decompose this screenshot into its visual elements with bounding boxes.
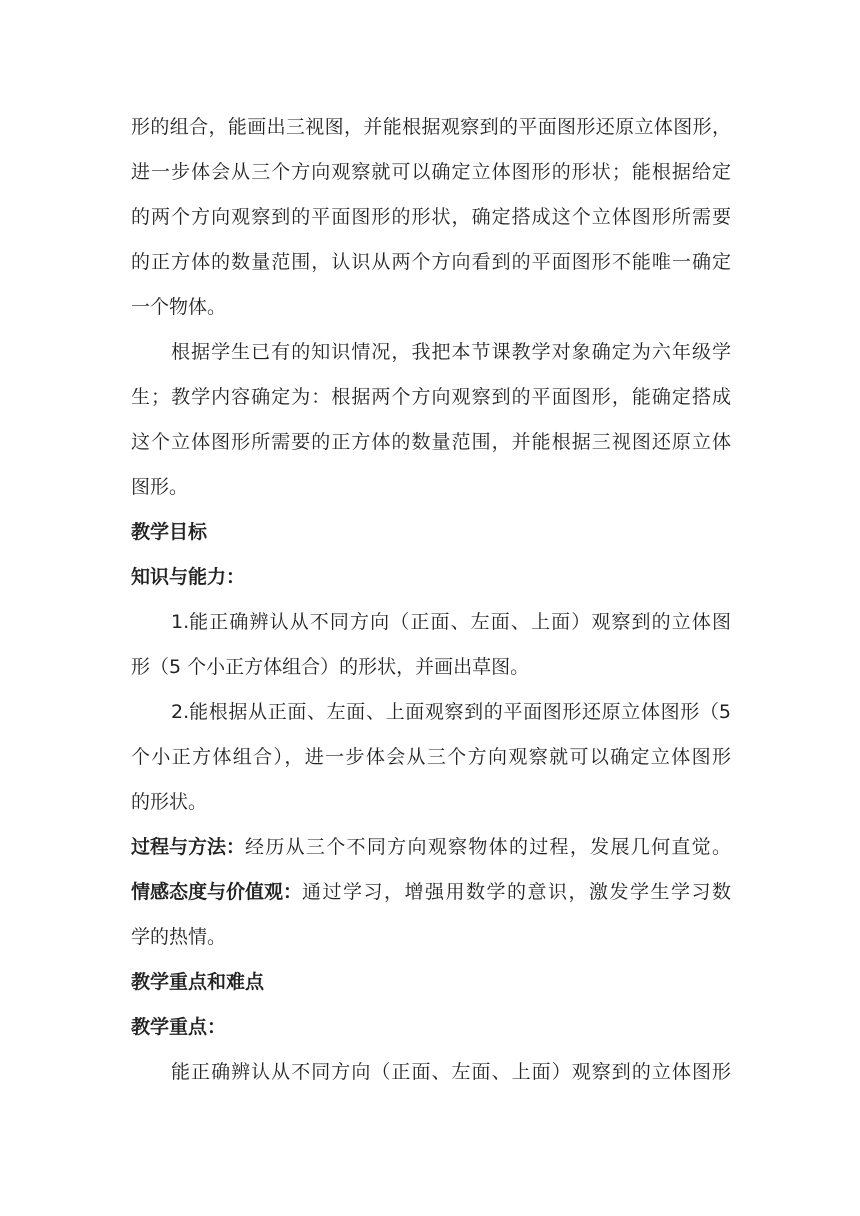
goal-item-2 xyxy=(171,699,731,725)
emotion-text: 通过学习，增强用数学的意识，激发学生学习数 xyxy=(302,881,731,903)
paragraph-line: 个小正方体组合），进一步体会从三个方向观察就可以确定立体图形 xyxy=(131,746,731,768)
goal-item-2-count: 5 xyxy=(718,701,731,723)
paragraph-line: 进一步体会从三个方向观察就可以确定立体图形的形状；能根据给定 xyxy=(131,161,731,183)
goal-item-2-number: 2. xyxy=(171,701,190,723)
paragraph-line: 的两个方向观察到的平面图形的形状，确定搭成这个立体图形所需要 xyxy=(131,206,731,228)
key-points-label: 教学重点： xyxy=(131,1016,227,1038)
paragraph-line: 图形。 xyxy=(131,476,189,498)
paragraph-line: 一个物体。 xyxy=(131,296,227,318)
knowledge-label: 知识与能力： xyxy=(131,566,246,588)
paragraph-line: 生；教学内容确定为：根据两个方向观察到的平面图形，能确定搭成 xyxy=(131,386,731,408)
paragraph-line: 的形状。 xyxy=(131,791,208,813)
goal-item-1 xyxy=(171,609,731,635)
process-text: 经历从三个不同方向观察物体的过程，发展几何直觉。 xyxy=(245,836,731,858)
goal-item-1-number: 1. xyxy=(171,611,190,633)
paragraph-line: 这个立体图形所需要的正方体的数量范围，并能根据三视图还原立体 xyxy=(131,431,731,453)
goal-item-1-count: 5 xyxy=(169,656,182,678)
paragraph-line: 形的组合，能画出三视图，并能根据观察到的平面图形还原立体图形， xyxy=(131,116,731,138)
emotion-label: 情感态度与价值观： xyxy=(131,881,303,903)
section-heading-goals: 教学目标 xyxy=(131,521,208,543)
process-label: 过程与方法： xyxy=(131,836,246,858)
paragraph-line: 能正确辨认从不同方向（正面、左面、上面）观察到的立体图形 xyxy=(171,1061,731,1083)
paragraph-line: 的正方体的数量范围，认识从两个方向看到的平面图形不能唯一确定 xyxy=(131,251,731,273)
goal-item-2-text: 能根据从正面、左面、上面观察到的平面图形还原立体图形（ xyxy=(189,701,719,723)
goal-item-1-suffix: 个小正方体组合）的形状，并画出草图。 xyxy=(181,656,530,678)
paragraph-line: 根据学生已有的知识情况，我把本节课教学对象确定为六年级学 xyxy=(171,341,731,363)
section-heading-key-points: 教学重点和难点 xyxy=(131,971,265,993)
goal-item-1-text: 能正确辨认从不同方向（正面、左面、上面）观察到的立体图 xyxy=(189,611,731,633)
goal-item-1-continued xyxy=(131,654,731,680)
emotion-line xyxy=(131,879,731,905)
goal-item-1-prefix: 形（ xyxy=(131,656,170,678)
process-method-line xyxy=(131,834,731,860)
paragraph-line: 学的热情。 xyxy=(131,926,227,948)
